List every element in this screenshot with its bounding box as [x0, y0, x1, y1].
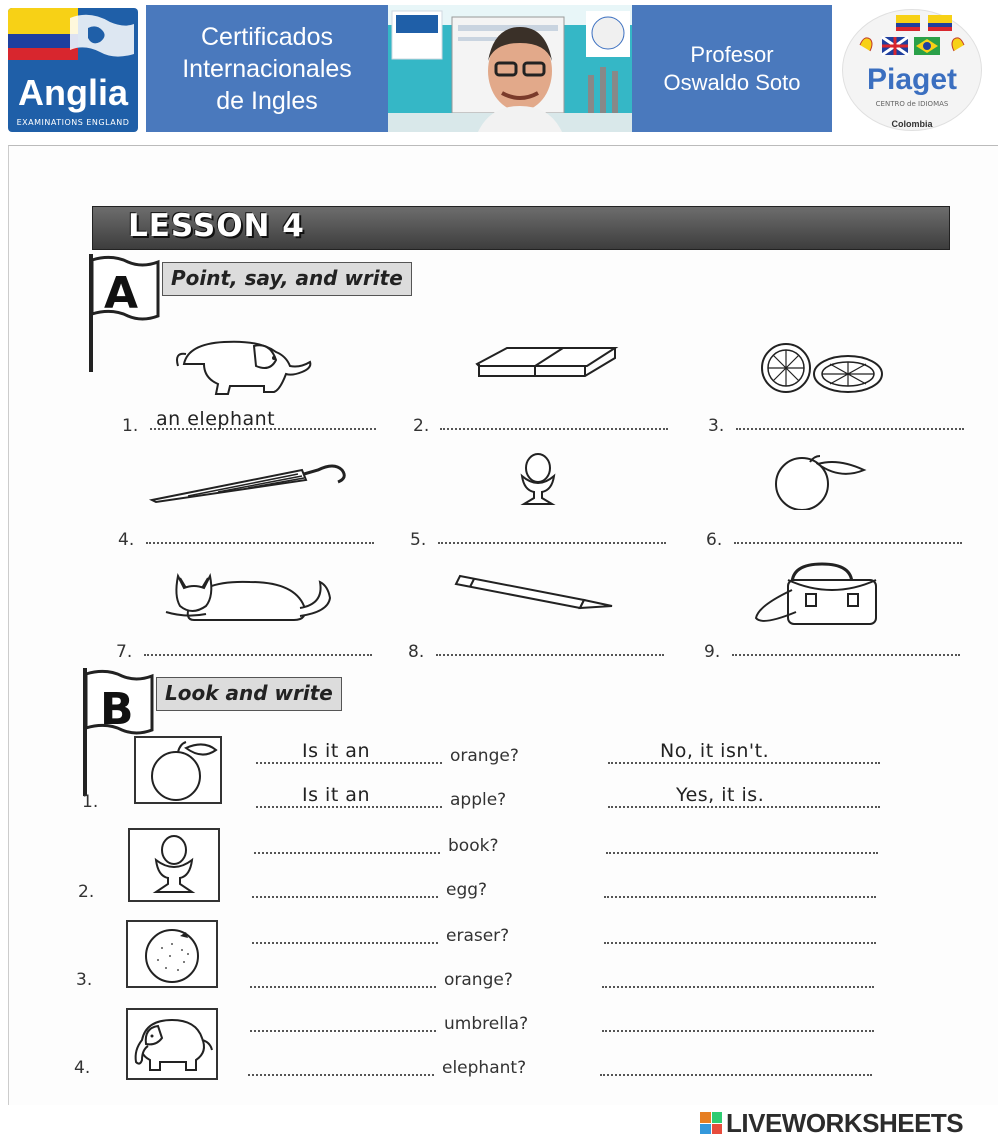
- b-2-a1-line[interactable]: [606, 852, 878, 854]
- lesson-title: LESSON 4: [128, 208, 305, 244]
- anglia-name: Anglia: [17, 72, 128, 113]
- b-group-2-num: 2.: [78, 882, 95, 902]
- b-4-a2-line[interactable]: [600, 1074, 872, 1076]
- certificates-banner: [146, 5, 388, 132]
- egg-icon: [512, 452, 564, 508]
- b-group-1-picture: [134, 736, 222, 804]
- section-b-letter: B: [100, 684, 134, 735]
- a-item-5-num: 5.: [410, 530, 427, 550]
- anglia-logo: [8, 8, 138, 132]
- a-item-6-line[interactable]: [734, 542, 962, 544]
- orange-whole-icon: [770, 454, 870, 510]
- b-3-q2-word: orange?: [444, 970, 513, 990]
- cert-line-2: Internacionales: [182, 54, 352, 83]
- apple-icon: [136, 738, 220, 802]
- prof-line-2: Oswaldo Soto: [663, 69, 801, 95]
- b-group-2-picture: [128, 828, 220, 902]
- orange-icon: [756, 340, 886, 396]
- orange-fruit-icon: [128, 922, 216, 986]
- bag-icon: [752, 560, 882, 628]
- egg-cup-icon: [130, 830, 218, 900]
- colombia-flag-icon: [8, 8, 138, 68]
- b-1-q1-fill[interactable]: Is it an: [302, 740, 370, 762]
- b-3-q1-word: eraser?: [446, 926, 510, 946]
- b-4-q2-line[interactable]: [248, 1074, 434, 1076]
- umbrella-icon: [148, 456, 350, 506]
- a-item-3-num: 3.: [708, 416, 725, 436]
- a-item-7-line[interactable]: [144, 654, 372, 656]
- b-4-q1-line[interactable]: [250, 1030, 436, 1032]
- b-1-a1-line[interactable]: [608, 762, 880, 764]
- section-b-title: Look and write: [156, 677, 342, 711]
- b-group-4-num: 4.: [74, 1058, 91, 1078]
- flags-icon: [852, 11, 972, 65]
- b-3-q2-line[interactable]: [250, 986, 436, 988]
- a-item-2-line[interactable]: [440, 428, 668, 430]
- section-a-letter: A: [104, 268, 139, 319]
- b-1-q1-line[interactable]: [256, 762, 442, 764]
- b-2-q2-line[interactable]: [252, 896, 438, 898]
- b-4-a1-line[interactable]: [602, 1030, 874, 1032]
- b-3-a1-line[interactable]: [604, 942, 876, 944]
- a-item-1-num: 1.: [122, 416, 139, 436]
- a-item-5-line[interactable]: [438, 542, 666, 544]
- piaget-centro: CENTRO de IDIOMAS: [875, 100, 949, 108]
- liveworksheets-brand: LIVEWORKSHEETS: [726, 1107, 964, 1138]
- b-4-q2-word: elephant?: [442, 1058, 527, 1078]
- b-1-q1-word: orange?: [450, 746, 519, 766]
- b-1-q2-word: apple?: [450, 790, 507, 810]
- b-1-a2-answer[interactable]: Yes, it is.: [676, 784, 765, 806]
- eraser-icon: [473, 342, 619, 382]
- a-item-1-answer[interactable]: an elephant: [156, 408, 276, 430]
- a-item-4-num: 4.: [118, 530, 135, 550]
- cert-line-1: Certificados: [201, 22, 333, 51]
- b-3-a2-line[interactable]: [602, 986, 874, 988]
- b-group-3-picture: [126, 920, 218, 988]
- b-group-3-num: 3.: [76, 970, 93, 990]
- a-item-8-line[interactable]: [436, 654, 664, 656]
- b-2-q2-word: egg?: [446, 880, 488, 900]
- b-4-q1-word: umbrella?: [444, 1014, 529, 1034]
- cat-icon: [160, 568, 336, 624]
- liveworksheets-logo: [700, 1108, 963, 1138]
- a-item-9-num: 9.: [704, 642, 721, 662]
- a-item-8-num: 8.: [408, 642, 425, 662]
- elephant-small-icon: [128, 1010, 216, 1078]
- b-2-a2-line[interactable]: [604, 896, 876, 898]
- teacher-portrait-icon: [388, 5, 632, 132]
- a-item-3-line[interactable]: [736, 428, 964, 430]
- b-1-a1-answer[interactable]: No, it isn't.: [660, 740, 770, 762]
- b-group-4-picture: [126, 1008, 218, 1080]
- a-item-9-line[interactable]: [732, 654, 960, 656]
- cert-line-3: de Ingles: [216, 86, 318, 115]
- piaget-name: Piaget: [866, 63, 958, 96]
- b-1-q2-fill[interactable]: Is it an: [302, 784, 370, 806]
- a-item-4-line[interactable]: [146, 542, 374, 544]
- b-1-a2-line[interactable]: [608, 806, 880, 808]
- a-item-6-num: 6.: [706, 530, 723, 550]
- a-item-2-num: 2.: [413, 416, 430, 436]
- b-group-1-num: 1.: [82, 792, 99, 812]
- anglia-subtitle: EXAMINATIONS ENGLAND: [16, 118, 130, 127]
- liveworksheets-icon: [700, 1112, 722, 1134]
- piaget-country: Colombia: [891, 119, 933, 129]
- prof-line-1: Profesor: [690, 41, 774, 67]
- b-2-q1-word: book?: [448, 836, 499, 856]
- a-item-7-num: 7.: [116, 642, 133, 662]
- elephant-icon: [158, 336, 318, 398]
- b-2-q1-line[interactable]: [254, 852, 440, 854]
- piaget-logo: [838, 5, 986, 132]
- pencil-icon: [454, 570, 618, 610]
- section-a-title: Point, say, and write: [162, 262, 412, 296]
- teacher-photo: [388, 5, 632, 132]
- b-1-q2-line[interactable]: [256, 806, 442, 808]
- b-3-q1-line[interactable]: [252, 942, 438, 944]
- professor-banner: [632, 5, 832, 132]
